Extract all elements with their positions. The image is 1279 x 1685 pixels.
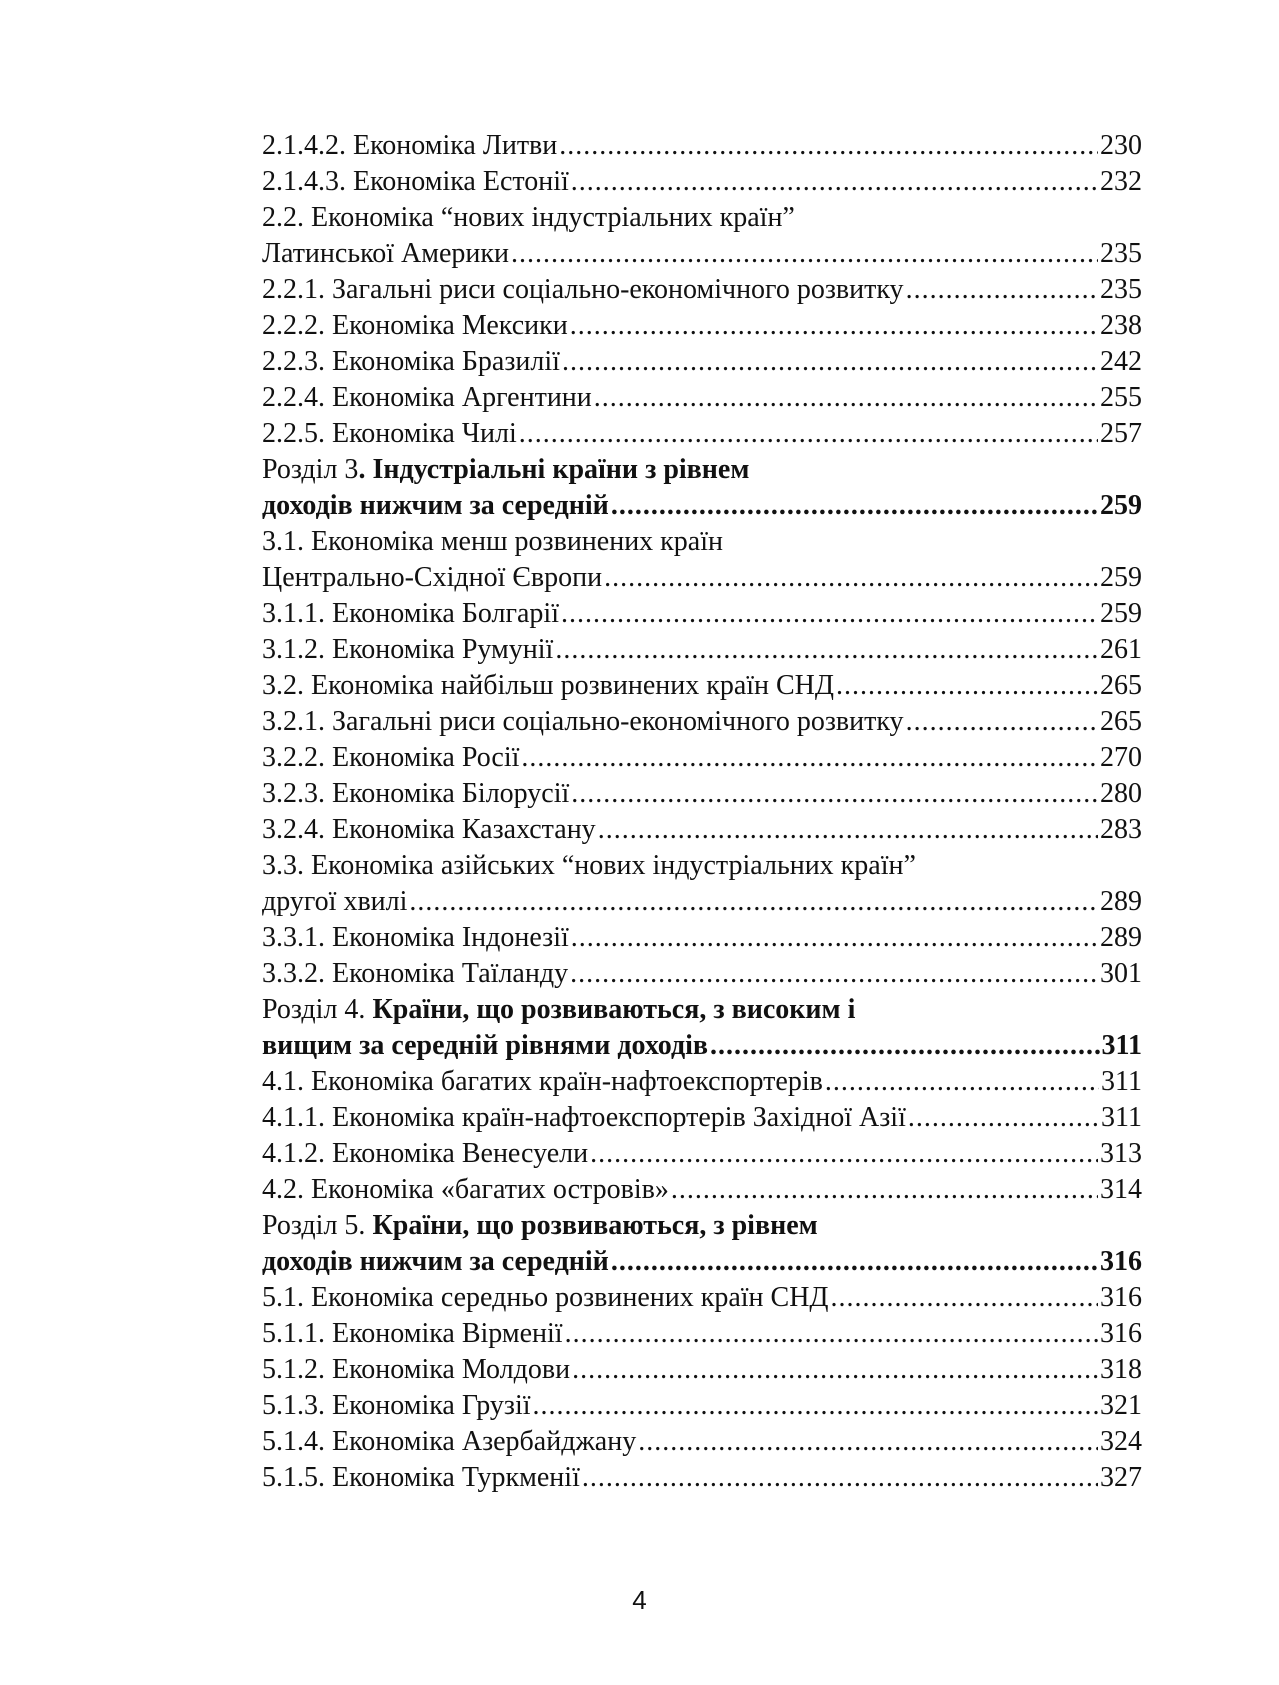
toc-entry[interactable] — [262, 704, 1142, 740]
toc-leader-dots — [590, 1136, 1098, 1172]
toc-leader-dots — [831, 1280, 1098, 1316]
toc-entry-title: 2.1.4.3. Економіка Естонії — [262, 166, 569, 197]
toc-entry[interactable] — [262, 380, 1142, 416]
toc-leader-dots — [555, 632, 1098, 668]
toc-entry-title: 4.1.1. Економіка країн-нафтоекспортерів Західної Азії — [262, 1102, 906, 1133]
toc-leader-dots — [571, 776, 1098, 812]
toc-entry-title: 5.1.1. Економіка Вірменії — [262, 1318, 563, 1349]
toc-entry[interactable] — [262, 1172, 1142, 1208]
toc-entry[interactable] — [262, 1316, 1142, 1352]
toc-entry[interactable] — [262, 812, 1142, 848]
toc-leader-dots — [565, 1316, 1098, 1352]
toc-leader-dots — [604, 560, 1098, 596]
toc-entry-page: 316 — [1100, 1318, 1142, 1349]
toc-entry-page: 280 — [1100, 778, 1142, 809]
toc-section-heading[interactable] — [262, 1208, 1142, 1244]
toc-entry-page: 314 — [1100, 1174, 1142, 1205]
toc-entry-title: 3.3.1. Економіка Індонезії — [262, 922, 569, 953]
toc-entry-page: 265 — [1100, 706, 1142, 737]
toc-leader-dots — [906, 272, 1098, 308]
toc-leader-dots — [561, 596, 1098, 632]
toc-entry-title: 2.2.1. Загальні риси соціально-економічного розвитку — [262, 274, 904, 305]
toc-entry-page: 270 — [1100, 742, 1142, 773]
toc-entry[interactable] — [262, 956, 1142, 992]
toc-entry-page: 316 — [1100, 1282, 1142, 1313]
toc-entry[interactable] — [262, 1388, 1142, 1424]
toc-section-title: . Індустріальні країни з рівнем — [358, 454, 750, 485]
toc-leader-dots — [570, 956, 1098, 992]
toc-leader-dots — [409, 884, 1098, 920]
toc-entry-title: доходів нижчим за середній — [262, 490, 609, 521]
toc-entry-page: 311 — [1101, 1102, 1142, 1133]
toc-section-heading[interactable] — [262, 452, 1142, 488]
toc-entry-title: 2.2.3. Економіка Бразилії — [262, 346, 560, 377]
toc-leader-dots — [559, 128, 1098, 164]
toc-entry-heading-line[interactable] — [262, 524, 1142, 560]
toc-entry-page: 324 — [1100, 1426, 1142, 1457]
toc-leader-dots — [511, 236, 1098, 272]
toc-entry[interactable] — [262, 164, 1142, 200]
toc-leader-dots — [671, 1172, 1098, 1208]
toc-entry-title: 3.2. Економіка найбільш розвинених країн СНД — [262, 670, 835, 701]
toc-entry-page: 255 — [1100, 382, 1142, 413]
toc-entry-heading-line[interactable] — [262, 848, 1142, 884]
toc-entry-title: 3.1.2. Економіка Румунії — [262, 634, 554, 665]
toc-entry-page: 230 — [1100, 130, 1142, 161]
toc-section-entry[interactable] — [262, 1244, 1142, 1280]
toc-entry-page: 261 — [1100, 634, 1142, 665]
toc-entry-title: 4.1.2. Економіка Венесуели — [262, 1138, 589, 1169]
toc-entry-title: 5.1.4. Економіка Азербайджану — [262, 1426, 637, 1457]
toc-entry[interactable] — [262, 776, 1142, 812]
toc-section-title: Країни, що розвиваються, з високим і — [372, 994, 856, 1025]
toc-entry-title: 2.2. Економіка “нових індустріальних країн” — [262, 202, 795, 233]
toc-entry[interactable] — [262, 1064, 1142, 1100]
toc-entry[interactable] — [262, 1280, 1142, 1316]
table-of-contents — [262, 128, 1142, 1496]
toc-entry-title: 3.2.1. Загальні риси соціально-економічного розвитку — [262, 706, 904, 737]
toc-entry-page: 265 — [1100, 670, 1142, 701]
toc-entry-title: вищим за середній рівнями доходів — [262, 1030, 709, 1061]
toc-entry-page: 327 — [1100, 1462, 1142, 1493]
toc-entry-title: 5.1.3. Економіка Грузії — [262, 1390, 531, 1421]
toc-leader-dots — [611, 488, 1098, 524]
toc-entry-title: доходів нижчим за середній — [262, 1246, 609, 1277]
toc-entry-title: 3.2.2. Економіка Росії — [262, 742, 520, 773]
toc-entry-title: 5.1.5. Економіка Туркменії — [262, 1462, 580, 1493]
toc-leader-dots — [571, 164, 1098, 200]
toc-entry[interactable] — [262, 740, 1142, 776]
toc-leader-dots — [836, 668, 1098, 704]
toc-entry-title: 2.1.4.2. Економіка Литви — [262, 130, 558, 161]
toc-entry[interactable] — [262, 344, 1142, 380]
toc-entry-title: Латинської Америки — [262, 238, 509, 269]
toc-leader-dots — [908, 1100, 1099, 1136]
toc-leader-dots — [638, 1424, 1098, 1460]
toc-leader-dots — [562, 344, 1098, 380]
toc-entry-page: 238 — [1100, 310, 1142, 341]
toc-entry-page: 283 — [1100, 814, 1142, 845]
toc-entry[interactable] — [262, 1352, 1142, 1388]
toc-section-heading[interactable] — [262, 992, 1142, 1028]
toc-leader-dots — [519, 416, 1098, 452]
toc-entry-page: 232 — [1100, 166, 1142, 197]
toc-entry-page: 259 — [1100, 598, 1142, 629]
page-number: 4 — [632, 1585, 647, 1615]
toc-entry-page: 259 — [1100, 490, 1142, 521]
toc-section-prefix: Розділ 4. — [262, 994, 373, 1025]
toc-entry[interactable] — [262, 1424, 1142, 1460]
toc-entry-page: 316 — [1100, 1246, 1142, 1277]
toc-entry-page: 318 — [1100, 1354, 1142, 1385]
toc-section-entry[interactable] — [262, 488, 1142, 524]
toc-entry[interactable] — [262, 236, 1142, 272]
toc-leader-dots — [825, 1064, 1099, 1100]
toc-entry[interactable] — [262, 1460, 1142, 1496]
toc-entry-title: Центрально-Східної Європи — [262, 562, 603, 593]
toc-entry-page: 289 — [1100, 886, 1142, 917]
toc-entry-page: 235 — [1100, 238, 1142, 269]
toc-leader-dots — [570, 308, 1098, 344]
toc-entry[interactable] — [262, 272, 1142, 308]
toc-entry-title: 3.3.2. Економіка Таїланду — [262, 958, 569, 989]
toc-leader-dots — [710, 1028, 1100, 1064]
toc-entry-title: 3.2.4. Економіка Казахстану — [262, 814, 596, 845]
toc-entry-heading-line[interactable] — [262, 200, 1142, 236]
toc-entry-page: 321 — [1100, 1390, 1142, 1421]
toc-entry[interactable] — [262, 1100, 1142, 1136]
toc-section-title: Країни, що розвиваються, з рівнем — [372, 1210, 818, 1241]
toc-entry-page: 242 — [1100, 346, 1142, 377]
toc-entry-title: 5.1.2. Економіка Молдови — [262, 1354, 571, 1385]
toc-entry-page: 259 — [1100, 562, 1142, 593]
toc-entry-page: 311 — [1101, 1030, 1142, 1061]
toc-section-entry[interactable] — [262, 1028, 1142, 1064]
toc-entry-title: 2.2.2. Економіка Мексики — [262, 310, 568, 341]
toc-entry[interactable] — [262, 920, 1142, 956]
toc-entry-page: 289 — [1100, 922, 1142, 953]
toc-entry[interactable] — [262, 560, 1142, 596]
toc-entry-title: другої хвилі — [262, 886, 408, 917]
toc-entry-title: 4.1. Економіка багатих країн-нафтоекспортерів — [262, 1066, 823, 1097]
toc-entry-title: 5.1. Економіка середньо розвинених країн СНД — [262, 1282, 829, 1313]
toc-leader-dots — [571, 920, 1098, 956]
toc-section-prefix: Розділ 3 — [262, 454, 359, 485]
toc-entry[interactable] — [262, 632, 1142, 668]
toc-leader-dots — [598, 812, 1098, 848]
toc-entry-page: 257 — [1100, 418, 1142, 449]
toc-leader-dots — [521, 740, 1098, 776]
toc-entry[interactable] — [262, 596, 1142, 632]
toc-entry[interactable] — [262, 1136, 1142, 1172]
toc-leader-dots — [594, 380, 1098, 416]
toc-entry[interactable] — [262, 308, 1142, 344]
toc-entry-title: 3.1. Економіка менш розвинених країн — [262, 526, 723, 557]
toc-entry-page: 235 — [1100, 274, 1142, 305]
toc-entry[interactable] — [262, 128, 1142, 164]
toc-leader-dots — [582, 1460, 1098, 1496]
toc-entry[interactable] — [262, 668, 1142, 704]
toc-entry-page: 311 — [1101, 1066, 1142, 1097]
toc-entry[interactable] — [262, 416, 1142, 452]
toc-leader-dots — [533, 1388, 1098, 1424]
toc-entry-title: 3.2.3. Економіка Білорусії — [262, 778, 570, 809]
toc-leader-dots — [906, 704, 1098, 740]
toc-entry-title: 3.1.1. Економіка Болгарії — [262, 598, 559, 629]
toc-leader-dots — [611, 1244, 1098, 1280]
toc-entry-page: 313 — [1100, 1138, 1142, 1169]
toc-entry-title: 2.2.5. Економіка Чилі — [262, 418, 517, 449]
toc-entry-title: 4.2. Економіка «багатих островів» — [262, 1174, 669, 1205]
toc-leader-dots — [572, 1352, 1098, 1388]
toc-entry[interactable] — [262, 884, 1142, 920]
toc-entry-page: 301 — [1100, 958, 1142, 989]
toc-section-prefix: Розділ 5. — [262, 1210, 373, 1241]
toc-entry-title: 2.2.4. Економіка Аргентини — [262, 382, 592, 413]
toc-entry-title: 3.3. Економіка азійських “нових індустріальних країн” — [262, 850, 916, 881]
